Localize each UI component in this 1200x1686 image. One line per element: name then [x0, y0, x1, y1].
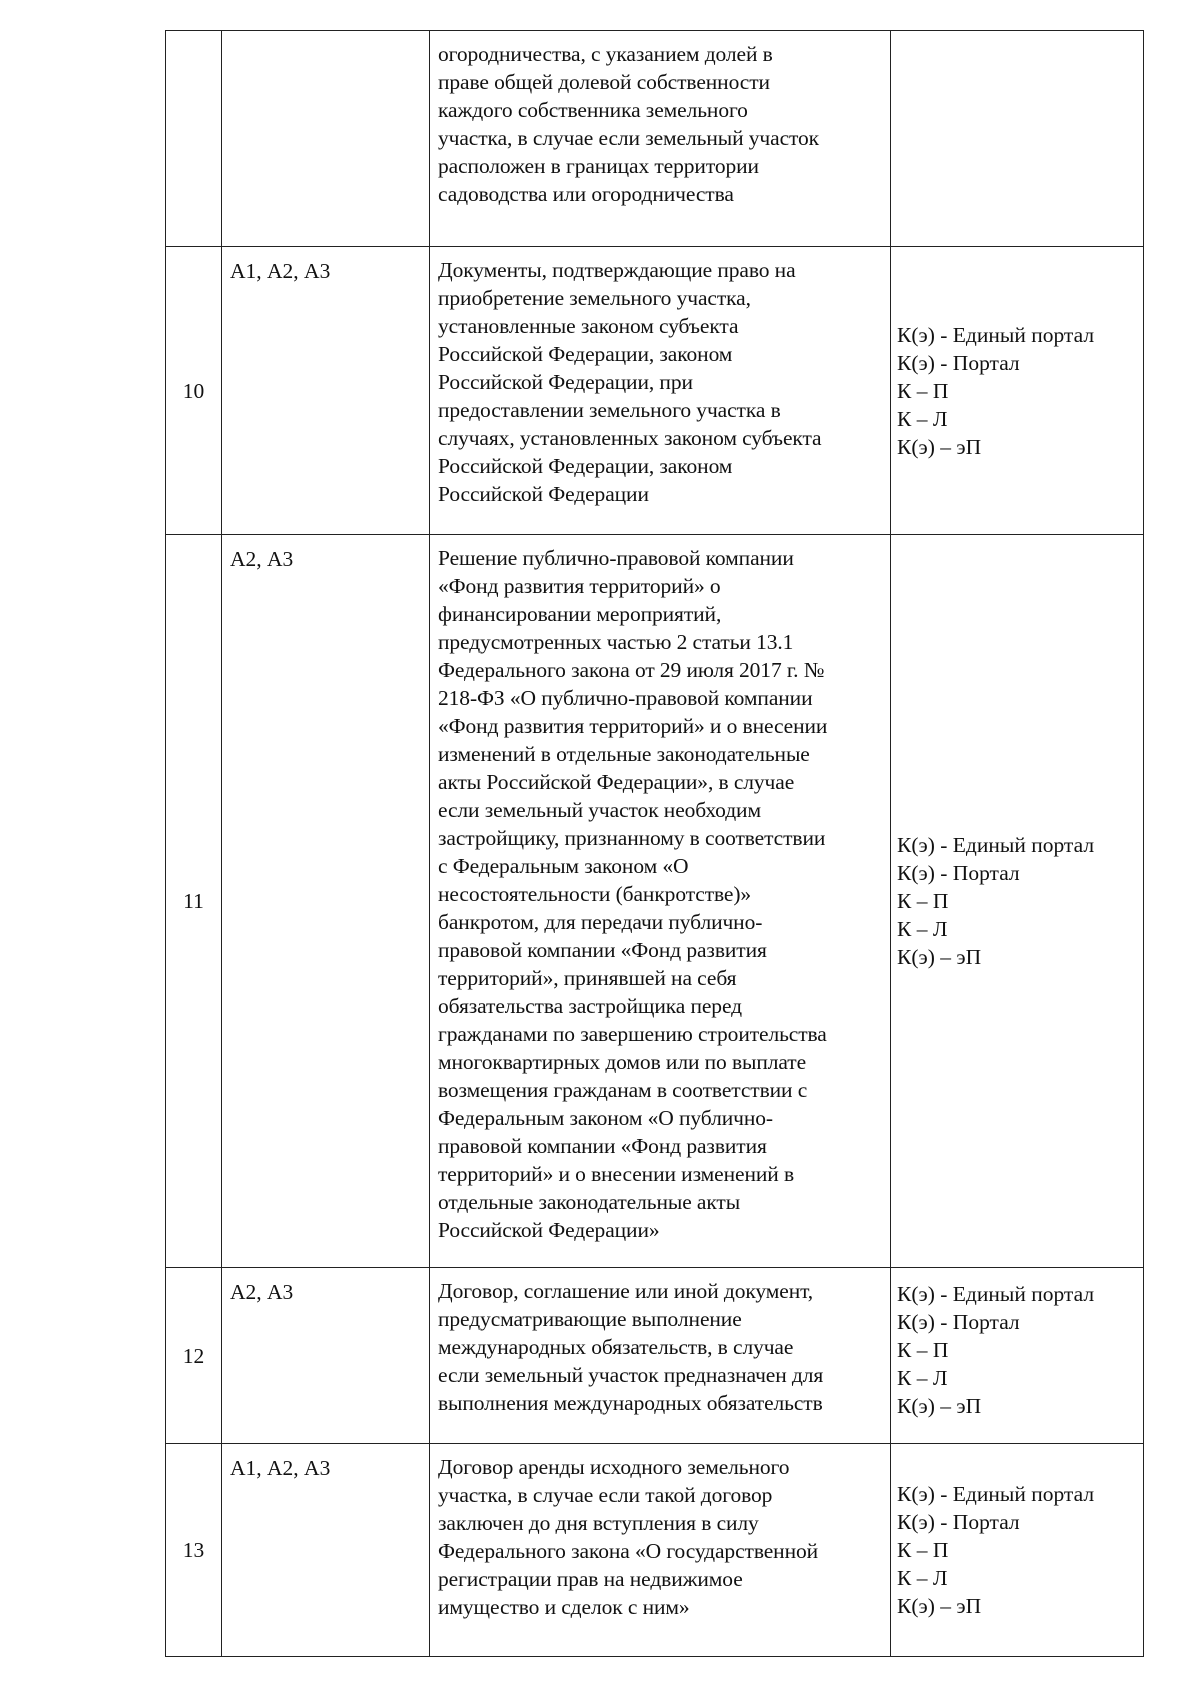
submission-channels: К(э) - Единый портал К(э) - Портал К – П К – Л К(э) – эП	[891, 1444, 1144, 1657]
table-row	[166, 535, 1144, 1268]
submission-channels: К(э) - Единый портал К(э) - Портал К – П К – Л К(э) – эП	[891, 535, 1144, 1268]
submission-channels: К(э) - Единый портал К(э) - Портал К – П К – Л К(э) – эП	[891, 1268, 1144, 1444]
submission-channels	[891, 31, 1144, 247]
row-number: 13	[166, 1444, 222, 1657]
table-row	[166, 31, 1144, 247]
row-number: 12	[166, 1268, 222, 1444]
document-description: Решение публично-правовой компании «Фонд развития территорий» о финансировании мероприятий, предусмотренных частью 2 статьи 13.1 Федерального закона от 29 июля 2017 г. № 218-ФЗ «О публично-правовой компании «Фонд развития территорий» и о внесении изменений в отдельные законодательные акты Российской Федерации», в случае если земельный участок необходим застройщику, признанному в соответствии с Федеральным законом «О несостоятельности (банкротстве)» банкротом, для передачи публично- правовой компании «Фонд развития территорий», принявшей на себя обязательства застройщика перед гражданами по завершению строительства многоквартирных домов или по выплате возмещения гражданам в соответствии с Федеральным законом «О публично- правовой компании «Фонд развития территорий» и о внесении изменений в отдельные законодательные акты Российской Федерации»	[430, 535, 891, 1268]
table-row	[166, 247, 1144, 535]
table-row	[166, 1444, 1144, 1657]
documents-table	[165, 30, 1144, 1657]
submission-channels: К(э) - Единый портал К(э) - Портал К – П К – Л К(э) – эП	[891, 247, 1144, 535]
document-description: огородничества, с указанием долей в праве общей долевой собственности каждого собственника земельного участка, в случае если земельный участок расположен в границах территории садоводства или огородничества	[430, 31, 891, 247]
row-number	[166, 31, 222, 247]
applicant-codes: А2, А3	[222, 1268, 430, 1444]
applicant-codes: А2, А3	[222, 535, 430, 1268]
applicant-codes: А1, А2, А3	[222, 247, 430, 535]
applicant-codes: А1, А2, А3	[222, 1444, 430, 1657]
applicant-codes	[222, 31, 430, 247]
table-row	[166, 1268, 1144, 1444]
document-description: Договор аренды исходного земельного участка, в случае если такой договор заключен до дня вступления в силу Федерального закона «О государственной регистрации прав на недвижимое имущество и сделок с ним»	[430, 1444, 891, 1657]
row-number: 10	[166, 247, 222, 535]
document-description: Документы, подтверждающие право на приобретение земельного участка, установленные законом субъекта Российской Федерации, законом Российской Федерации, при предоставлении земельного участка в случаях, установленных законом субъекта Российской Федерации, законом Российской Федерации	[430, 247, 891, 535]
document-description: Договор, соглашение или иной документ, предусматривающие выполнение международных обязательств, в случае если земельный участок предназначен для выполнения международных обязательств	[430, 1268, 891, 1444]
row-number: 11	[166, 535, 222, 1268]
